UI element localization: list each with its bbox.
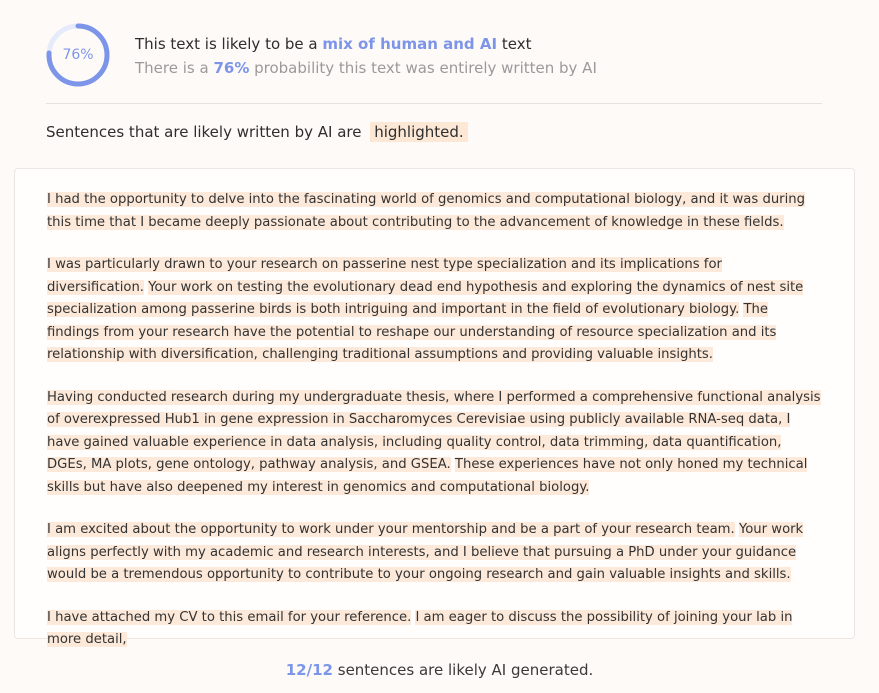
text-paragraph xyxy=(47,519,822,587)
probability-suffix: probability this text was entirely written by AI xyxy=(249,59,597,77)
analyzed-text-panel[interactable] xyxy=(14,168,855,647)
legend-prefix: Sentences that are likely written by AI are xyxy=(46,123,367,141)
ai-highlighted-sentence: I have attached my CV to this email for your reference. xyxy=(47,609,412,625)
verdict-text xyxy=(135,35,531,53)
text-paragraph xyxy=(47,607,822,652)
text-paragraph xyxy=(47,387,822,500)
ai-highlighted-sentence: Your work on testing the evolutionary dead end hypothesis and exploring the dynamics of nest site specialization among passerine birds is both intriguing and important in the field of evolutionary biology. xyxy=(47,279,804,317)
probability-prefix: There is a xyxy=(135,59,214,77)
text-paragraph xyxy=(47,189,822,234)
summary-footer xyxy=(0,661,879,679)
verdict-suffix: text xyxy=(497,35,532,53)
ai-highlighted-sentence: I had the opportunity to delve into the fascinating world of genomics and computational biology, and it was during this time that I became deeply passionate about contributing to the advancement of knowledge in these fields. xyxy=(47,192,805,230)
probability-text xyxy=(135,59,597,77)
analyzed-text-body xyxy=(15,169,854,652)
verdict-prefix: This text is likely to be a xyxy=(135,35,323,53)
result-header xyxy=(46,23,822,103)
ai-highlighted-sentence: Your work aligns perfectly with my academic and research interests, and I believe that pursuing a PhD under your guidance would be a tremendous opportunity to contribute to your ongoing research and gain valuable insights and skills. xyxy=(47,522,804,582)
ai-highlighted-sentence: Having conducted research during my undergraduate thesis, where I performed a comprehensive functional analysis of overexpressed Hub1 in gene expression in Saccharomyces Cerevisiae using publicly available RNA-seq data, I have gained valuable experience in data analysis, including quality control, data trimming, data quantification, DGEs, MA plots, gene ontology, pathway analysis, and GSEA. xyxy=(47,389,821,472)
ai-sentence-count: 12/12 xyxy=(285,661,333,679)
probability-value: 76% xyxy=(213,59,250,77)
score-percent-label: 76% xyxy=(62,47,94,63)
ai-highlighted-sentence: I am excited about the opportunity to work under your mentorship and be a part of your research team. xyxy=(47,522,735,537)
ai-highlighted-sentence: The findings from your research have the potential to reshape our understanding of resource specialization and its relationship with diversification, challenging traditional assumptions and providing valuable insights. xyxy=(47,302,777,362)
ai-highlighted-sentence: I am eager to discuss the possibility of joining your lab in more detail, xyxy=(47,609,793,647)
footer-suffix: sentences are likely AI generated. xyxy=(332,661,594,679)
verdict-highlight: mix of human and AI xyxy=(322,35,498,53)
text-paragraph xyxy=(47,254,822,367)
header-divider xyxy=(46,103,822,104)
highlight-legend xyxy=(46,123,468,141)
ai-highlighted-sentence: These experiences have not only honed my technical skills but have also deepened my interest in genomics and computational biology. xyxy=(47,457,808,495)
ai-highlighted-sentence: I was particularly drawn to your research on passerine nest type specialization and its implications for diversification. xyxy=(47,257,722,295)
legend-highlight-sample: highlighted. xyxy=(370,122,467,142)
score-ring xyxy=(46,23,110,87)
